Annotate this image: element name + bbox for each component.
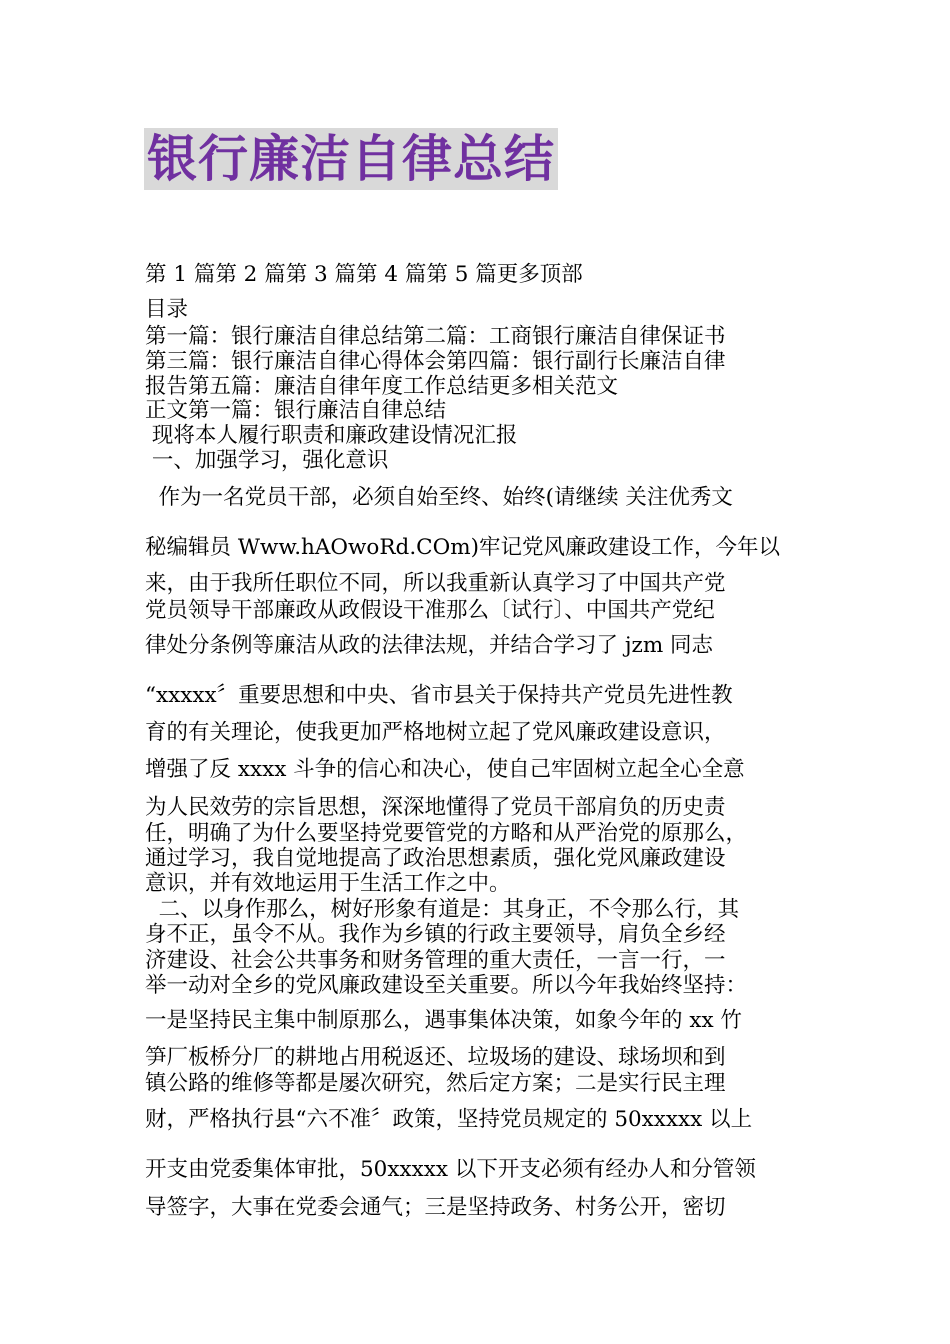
toc-heading: 目录 — [145, 297, 189, 322]
body-line: 增强了反 xxxx 斗争的信心和决心，使自己牢固树立起全心全意 — [145, 757, 745, 782]
body-line: 身不正，虽令不从。我作为乡镇的行政主要领导，肩负全乡经 — [145, 922, 726, 947]
body-line: 为人民效劳的宗旨思想，深深地懂得了党员干部肩负的历史责 — [145, 795, 726, 820]
body-line: 开支由党委集体审批，50xxxxx 以下开支必须有经办人和分管领 — [145, 1157, 756, 1182]
body-line: 秘编辑员 Www.hAOwoRd.COm)牢记党风廉政建设工作，今年以 — [145, 535, 781, 560]
article-nav[interactable]: 第 1 篇第 2 篇第 3 篇第 4 篇第 5 篇更多顶部 — [145, 262, 583, 287]
body-line: 导签字，大事在党委会通气；三是坚持政务、村务公开，密切 — [145, 1195, 726, 1220]
body-line: 育的有关理论，使我更加严格地树立起了党风廉政建设意识， — [145, 720, 726, 745]
body-line: 党员领导干部廉政从政假设干准那么〔试行〕、中国共产党纪 — [145, 598, 715, 623]
toc-line: 第一篇：银行廉洁自律总结第二篇：工商银行廉洁自律保证书 — [145, 324, 726, 349]
toc-line: 第三篇：银行廉洁自律心得体会第四篇：银行副行长廉洁自律 — [145, 349, 726, 374]
body-line: 来，由于我所任职位不同，所以我重新认真学习了中国共产党 — [145, 571, 726, 596]
body-line: 作为一名党员干部，必须自始至终、始终(请继续 关注优秀文 — [145, 485, 733, 510]
body-line: 济建设、社会公共事务和财务管理的重大责任，一言一行，一 — [145, 948, 726, 973]
body-line: “xxxxx〞重要思想和中央、省市县关于保持共产党员先进性教 — [145, 683, 733, 708]
body-line: 意识，并有效地运用于生活工作之中。 — [145, 871, 511, 896]
body-line: 举一动对全乡的党风廉政建设至关重要。所以今年我始终坚持： — [145, 973, 748, 998]
subheading: 一、加强学习，强化意识 — [145, 448, 389, 473]
body-line: 任，明确了为什么要坚持党要管党的方略和从严治党的原那么， — [145, 821, 748, 846]
toc-line: 报告第五篇：廉洁自律年度工作总结更多相关范文 — [145, 374, 619, 399]
subheading: 二、以身作那么，树好形象有道是：其身正，不令那么行，其 — [145, 897, 740, 922]
body-line: 笋厂板桥分厂的耕地占用税返还、垃圾场的建设、球场坝和到 — [145, 1045, 726, 1070]
section-heading: 正文第一篇：银行廉洁自律总结 — [145, 398, 447, 423]
body-line: 通过学习，我自觉地提高了政治思想素质，强化党风廉政建设 — [145, 846, 726, 871]
document-title: 银行廉洁自律总结 — [144, 128, 558, 190]
body-line: 财，严格执行县“六不准〞政策，坚持党员规定的 50xxxxx 以上 — [145, 1107, 753, 1132]
body-line: 现将本人履行职责和廉政建设情况汇报 — [145, 423, 518, 448]
body-line: 一是坚持民主集中制原那么，遇事集体决策，如象今年的 xx 竹 — [145, 1008, 742, 1033]
body-line: 镇公路的维修等都是屡次研究，然后定方案；二是实行民主理 — [145, 1071, 726, 1096]
body-line: 律处分条例等廉洁从政的法律法规，并结合学习了 jzm 同志 — [145, 633, 714, 658]
